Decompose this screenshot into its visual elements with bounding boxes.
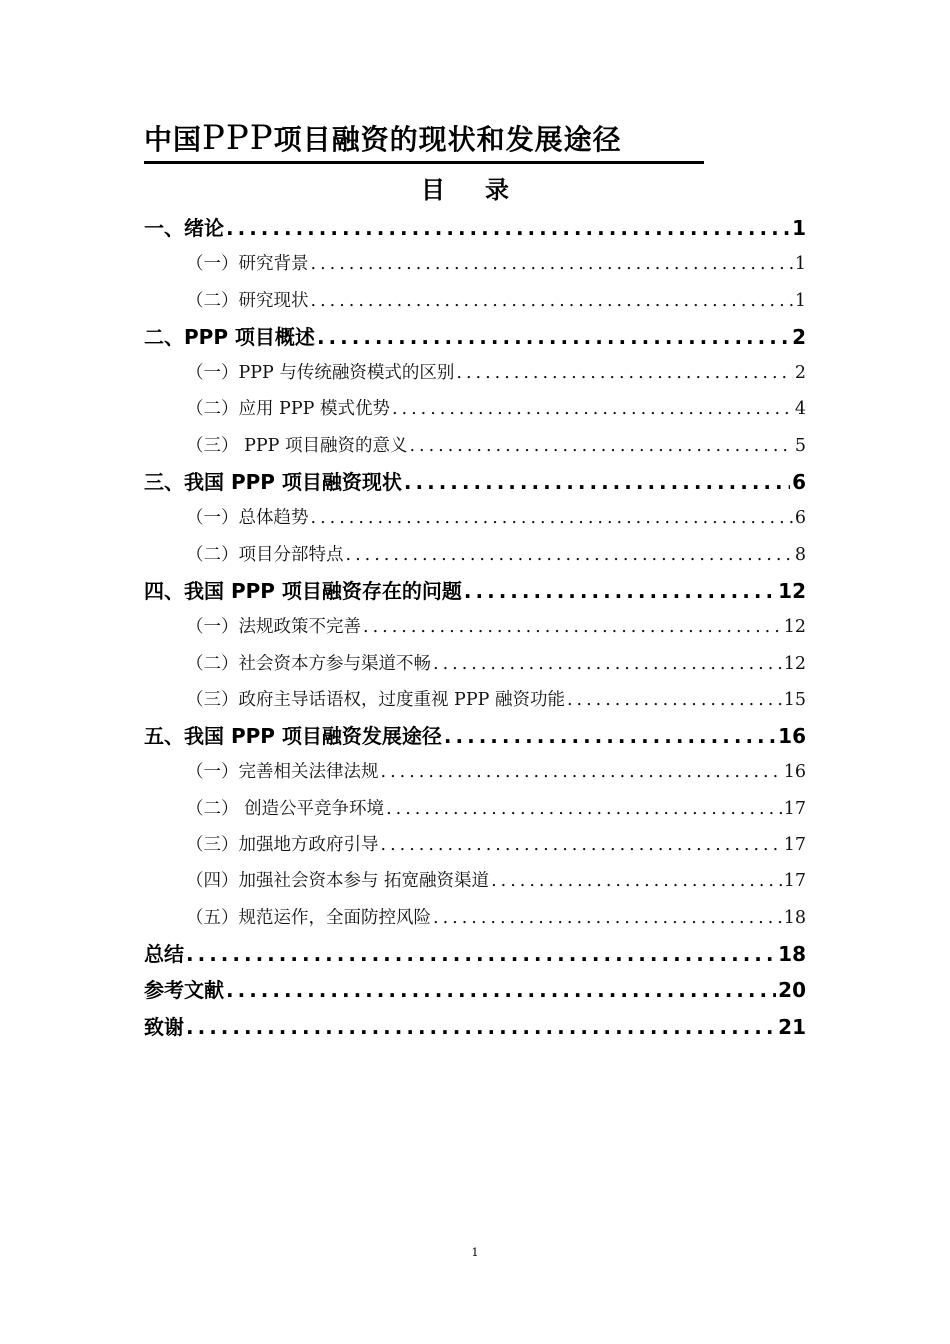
- toc-entry-label: 一、绪论: [144, 216, 224, 240]
- toc-entry-label: （四）加强社会资本参与 拓宽融资渠道: [186, 871, 490, 892]
- toc-leader-dots: [409, 428, 792, 464]
- toc-entry-page: 1: [794, 290, 806, 311]
- toc-entry-label: 总结: [144, 941, 184, 966]
- toc-entry-page: 1: [794, 254, 806, 275]
- toc-entry-page: 17: [783, 798, 806, 819]
- toc-leader-dots: [363, 609, 782, 645]
- title-latin: PPP: [202, 118, 274, 158]
- toc-entry-label: （一）完善相关法律法规: [186, 762, 379, 783]
- toc-entry[interactable]: [144, 500, 806, 536]
- toc-leader-dots: [311, 500, 793, 536]
- toc-leader-dots: [491, 863, 782, 899]
- toc-entry-page: 12: [778, 578, 806, 603]
- toc-leader-dots: [311, 283, 793, 319]
- toc-entry[interactable]: [144, 609, 806, 645]
- title-prefix: 中国: [144, 123, 203, 156]
- toc-leader-dots: [186, 1009, 776, 1045]
- toc-leader-dots: [433, 900, 782, 936]
- toc-entry-label: （三） PPP 项目融资的意义: [186, 435, 408, 456]
- toc-entry-page: 2: [794, 363, 806, 384]
- toc-entry-page: 2: [792, 324, 806, 349]
- toc-entry-page: 6: [792, 470, 806, 495]
- toc-entry-page: 15: [783, 689, 806, 710]
- toc-leader-dots: [186, 936, 776, 972]
- toc-entry-page: 17: [783, 871, 806, 892]
- document-title: [144, 118, 704, 164]
- toc-entry[interactable]: [144, 319, 806, 355]
- toc-entry-label: （一）总体趋势: [186, 508, 309, 529]
- toc-entry-label: （二）研究现状: [186, 290, 309, 311]
- toc-entry[interactable]: [144, 210, 806, 246]
- toc-entry[interactable]: [144, 573, 806, 609]
- toc-leader-dots: [444, 718, 776, 754]
- toc-entry[interactable]: [144, 718, 806, 754]
- toc-leader-dots: [346, 537, 793, 573]
- toc-entry-page: 4: [794, 399, 806, 420]
- toc-entry-page: 5: [794, 435, 806, 456]
- toc-entry-page: 21: [778, 1014, 806, 1039]
- toc-leader-dots: [567, 682, 782, 718]
- toc-entry-page: 18: [783, 907, 806, 928]
- toc-entry-page: 1: [792, 216, 806, 240]
- toc-leader-dots: [317, 319, 790, 355]
- toc-entry[interactable]: [144, 537, 806, 573]
- toc-leader-dots: [311, 246, 793, 282]
- toc-entry[interactable]: [144, 682, 806, 718]
- toc-entry[interactable]: [144, 464, 806, 500]
- toc-leader-dots: [456, 355, 792, 391]
- toc-entry[interactable]: [144, 283, 806, 319]
- toc-entry-label: （一）PPP 与传统融资模式的区别: [186, 363, 455, 384]
- toc-entry-page: 12: [783, 617, 806, 638]
- toc-entry[interactable]: [144, 246, 806, 282]
- toc-entry-label: （二）应用 PPP 模式优势: [186, 399, 390, 420]
- toc-entry-page: 17: [783, 835, 806, 856]
- toc-entry[interactable]: [144, 900, 806, 936]
- toc-entry-page: 16: [778, 724, 806, 749]
- toc-entry-label: 五、我国 PPP 项目融资发展途径: [144, 724, 442, 749]
- toc-entry[interactable]: [144, 428, 806, 464]
- toc-entry-label: （五）规范运作，全面防控风险: [186, 907, 431, 928]
- toc-entry[interactable]: [144, 355, 806, 391]
- toc-entry-label: （二）项目分部特点: [186, 544, 344, 565]
- toc-leader-dots: [392, 391, 793, 427]
- toc-entry[interactable]: [144, 754, 806, 790]
- toc-leader-dots: [386, 791, 782, 827]
- toc-entry[interactable]: [144, 791, 806, 827]
- toc-entry[interactable]: [144, 972, 806, 1008]
- toc-leader-dots: [433, 646, 782, 682]
- table-of-contents: [144, 210, 806, 1045]
- toc-entry-page: 12: [783, 653, 806, 674]
- toc-leader-dots: [464, 573, 776, 609]
- toc-leader-dots: [381, 754, 782, 790]
- toc-entry[interactable]: [144, 863, 806, 899]
- toc-entry[interactable]: [144, 936, 806, 972]
- page-number: 1: [471, 1246, 479, 1259]
- toc-entry-label: 致谢: [144, 1014, 184, 1039]
- toc-entry-label: （二） 创造公平竞争环境: [186, 798, 385, 819]
- toc-entry[interactable]: [144, 1009, 806, 1045]
- toc-entry-page: 18: [778, 941, 806, 966]
- toc-leader-dots: [381, 827, 782, 863]
- toc-entry-page: 16: [783, 762, 806, 783]
- toc-entry-label: 四、我国 PPP 项目融资存在的问题: [144, 578, 462, 603]
- title-suffix: 项目融资的现状和发展途径: [273, 123, 622, 156]
- toc-heading: 目录: [421, 176, 549, 204]
- toc-entry-label: （二）社会资本方参与渠道不畅: [186, 653, 431, 674]
- toc-entry[interactable]: [144, 391, 806, 427]
- toc-entry[interactable]: [144, 646, 806, 682]
- toc-leader-dots: [226, 210, 790, 246]
- toc-entry-label: （一）研究背景: [186, 254, 309, 275]
- toc-entry-label: （三）加强地方政府引导: [186, 835, 379, 856]
- toc-entry-label: （三）政府主导话语权，过度重视 PPP 融资功能: [186, 689, 565, 710]
- toc-entry-page: 20: [778, 978, 806, 1003]
- toc-entry-page: 6: [794, 508, 806, 529]
- toc-entry-label: 三、我国 PPP 项目融资现状: [144, 470, 402, 495]
- toc-entry-label: 参考文献: [144, 978, 224, 1003]
- toc-entry[interactable]: [144, 827, 806, 863]
- toc-entry-label: 二、PPP 项目概述: [144, 324, 315, 349]
- toc-entry-label: （一）法规政策不完善: [186, 617, 361, 638]
- toc-leader-dots: [404, 464, 790, 500]
- toc-leader-dots: [226, 972, 776, 1008]
- toc-entry-page: 8: [794, 544, 806, 565]
